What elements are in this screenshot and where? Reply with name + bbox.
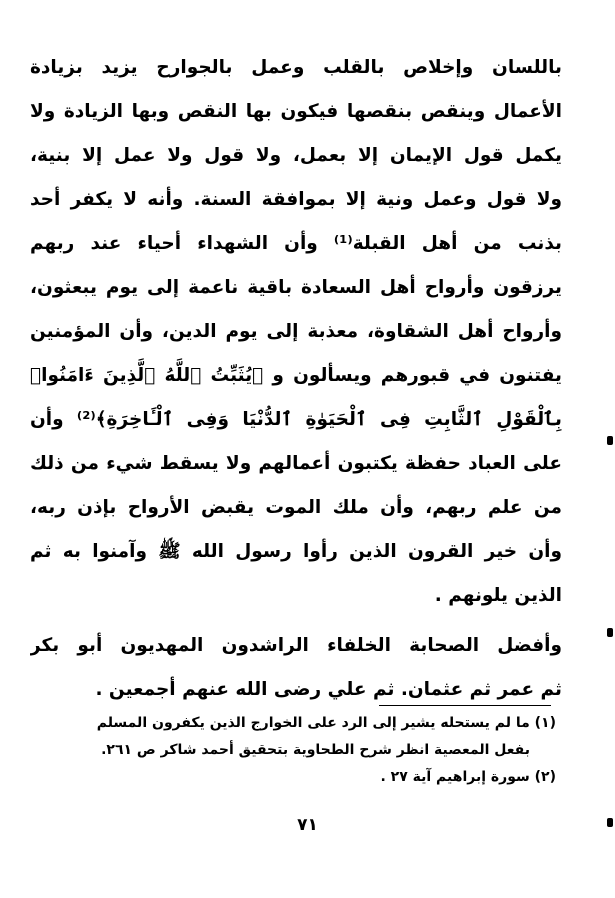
text-line: يكمل قول الإيمان إلا بعمل، ولا قول ولا عمل إلا بنية، [30,145,562,166]
margin-mark [607,436,613,445]
text-line: الأعمال وينقص بنقصها فيكون بها النقص وبها الزيادة ولا [30,101,562,122]
footnote-2: (٢) سورة إبراهيم آية ٢٧ . [380,769,556,785]
text-line: على العباد حفظة يكتبون أعمالهم ولا يسقط شيء من ذلك [30,453,562,474]
text-line: يرزقون وأرواح أهل السعادة باقية ناعمة إلى يوم يبعثون، [30,277,562,298]
text-line: وأفضل الصحابة الخلفاء الراشدون المهديون أبو بكر [30,635,562,656]
margin-mark [607,628,613,637]
footnotes [36,710,556,791]
footnote-1-continued: بفعل المعصية انظر شرح الطحاوية بتحقيق أحمد شاكر ص ٢٦١. [101,742,530,758]
footnote-1: (١) ما لم يستحله يشير إلى الرد على الخوارج الذين يكفرون المسلم [96,715,556,731]
text-line: الذين يلونهم . [434,585,562,606]
text-line: وأرواح أهل الشقاوة، معذبة إلى يوم الدين، وأن المؤمنين [30,321,562,342]
footnote-separator [379,705,551,706]
text-line: من علم ربهم، وأن ملك الموت يقبض الأرواح بإذن ربه، [30,497,562,518]
margin-mark [607,818,613,827]
text-line: ثم عمر ثم عثمان. ثم علي رضى الله عنهم أجمعين . [95,679,562,700]
page-number: ٧١ [297,815,318,835]
main-text [30,46,562,712]
text-line: ولا قول وعمل ونية إلا بموافقة السنة. وأنه لا يكفر أحد [30,189,562,210]
quran-verse-line: بِٱلْقَوْلِ ٱلثَّابِتِ فِى ٱلْحَيَوٰةِ ٱلدُّنْيَا وَفِى ٱلْـَٔاخِرَةِ﴾⁽²⁾ وأن [30,409,562,430]
text-line: باللسان وإخلاص بالقلب وعمل بالجوارح يزيد بزيادة [30,57,562,78]
quran-verse-line: يفتنون في قبورهم ويسألون و ﴿يُثَبِّتُ ٱللَّهُ ٱلَّذِينَ ءَامَنُوا۟ [30,365,562,386]
text-line: بذنب من أهل القبلة⁽¹⁾ وأن الشهداء أحياء عند ربهم [30,233,562,254]
text-line: وأن خير القرون الذين رأوا رسول الله ﷺ وآمنوا به ثم [30,541,562,562]
